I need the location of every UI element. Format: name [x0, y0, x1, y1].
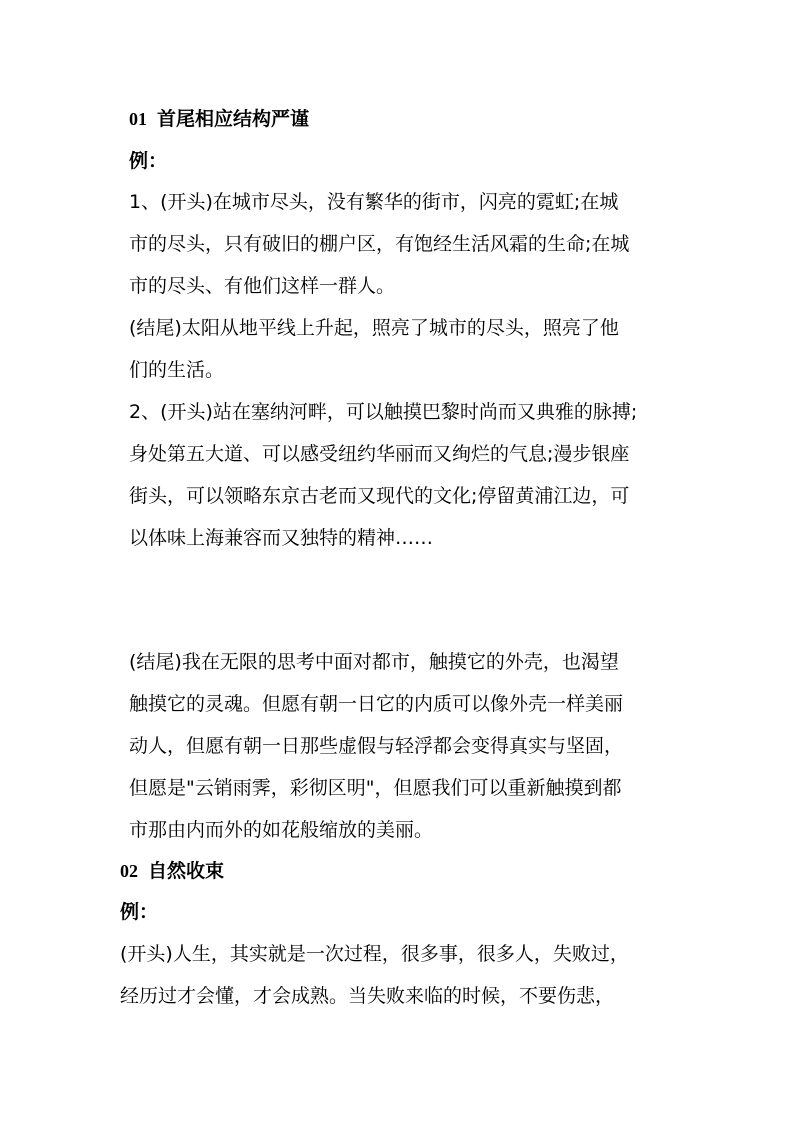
section-number: 01: [129, 109, 147, 129]
paragraph-line: 街头，可以领略东京古老而又现代的文化;停留黄浦江边，可: [129, 485, 630, 507]
example-label: 例：: [120, 901, 159, 923]
section-title: 自然收束: [148, 860, 225, 882]
example-label: 例：: [129, 150, 168, 172]
paragraph-line: 身处第五大道、可以感受纽约华丽而又绚烂的气息;漫步银座: [129, 443, 630, 465]
paragraph-line: (开头)人生，其实就是一次过程，很多事，很多人，失败过，: [120, 943, 629, 965]
paragraph-line: 1、(开头)在城市尽头，没有繁华的街市，闪亮的霓虹;在城: [129, 191, 619, 213]
paragraph-line: 但愿是"云销雨霁，彩彻区明"，但愿我们可以重新触摸到都: [129, 777, 622, 799]
section-title: 首尾相应结构严谨: [157, 108, 310, 130]
section-heading-01: [129, 106, 309, 132]
paragraph-line: 经历过才会懂，才会成熟。当失败来临的时候，不要伤悲，: [120, 985, 615, 1007]
paragraph-line: 市那由内而外的如花般缩放的美丽。: [129, 819, 434, 841]
paragraph-line: 动人，但愿有朝一日那些虚假与轻浮都会变得真实与坚固，: [129, 735, 624, 757]
paragraph-line: (结尾)我在无限的思考中面对都市，触摸它的外壳，也渴望: [129, 651, 619, 673]
section-number: 02: [120, 861, 138, 881]
paragraph-line: 们的生活。: [129, 359, 225, 381]
paragraph-line: 市的尽头，只有破旧的棚户区，有饱经生活风霜的生命;在城: [129, 233, 630, 255]
paragraph-line: 2、(开头)站在塞纳河畔，可以触摸巴黎时尚而又典雅的脉搏;: [129, 401, 638, 423]
section-heading-02: [120, 858, 224, 884]
paragraph-line: 以体味上海兼容而又独特的精神……: [129, 527, 434, 549]
paragraph-line: 触摸它的灵魂。但愿有朝一日它的内质可以像外壳一样美丽: [129, 693, 624, 715]
paragraph-line: 市的尽头、有他们这样一群人。: [129, 275, 396, 297]
paragraph-line: (结尾)太阳从地平线上升起，照亮了城市的尽头，照亮了他: [129, 317, 619, 339]
